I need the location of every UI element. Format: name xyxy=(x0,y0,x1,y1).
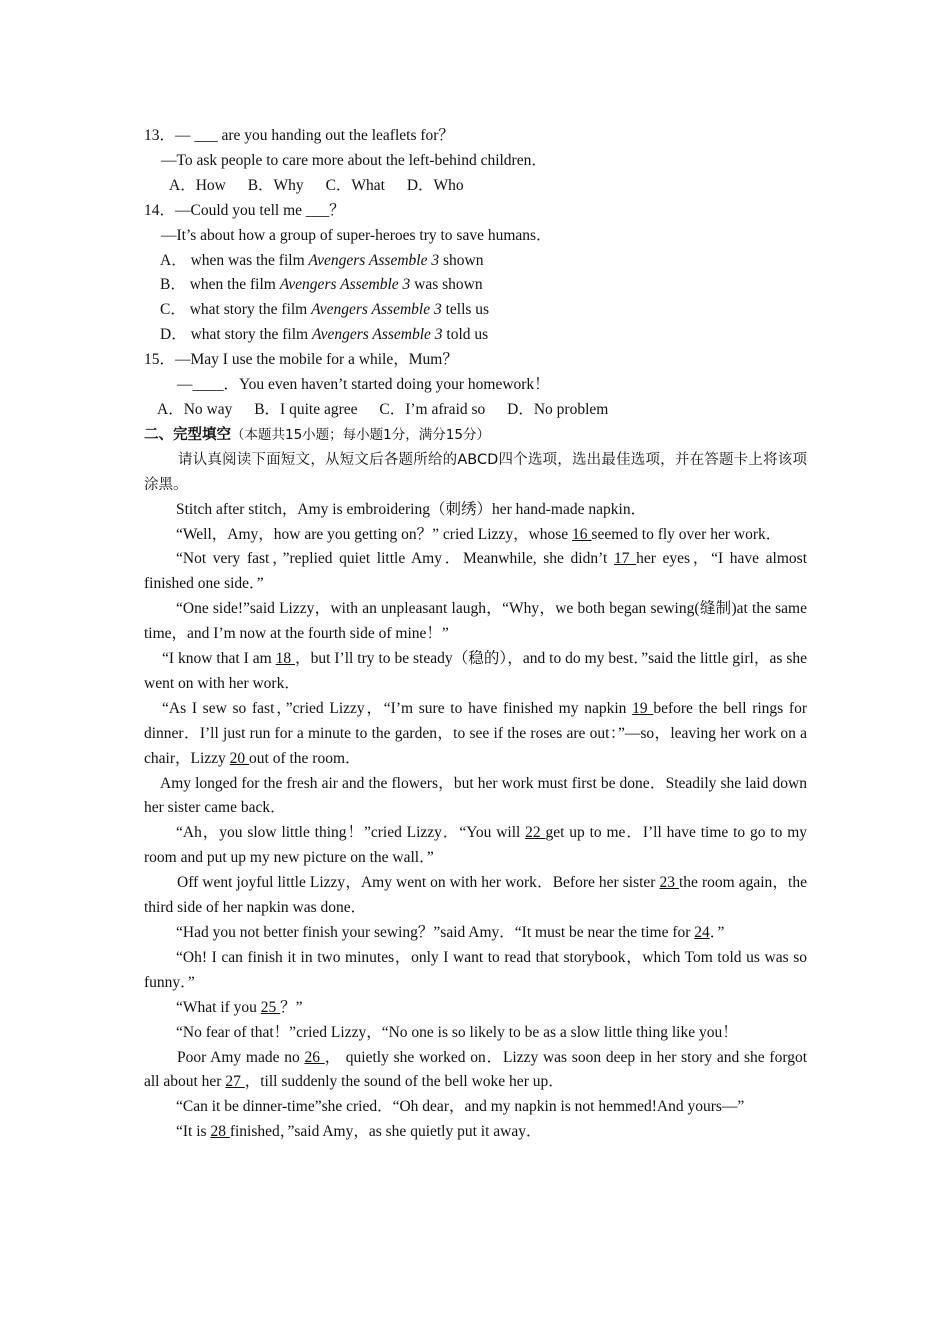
q14-stem: 14．—Could you tell me ___？ xyxy=(144,201,345,219)
passage-paragraph: “One side!”said Lizzy，with an unpleasant laugh，“Why，we both began sewing(缝制)at the same time，and I’m now at the fourth side of mine！” xyxy=(144,600,807,643)
passage-paragraph: “What if you 25 ？” xyxy=(176,998,303,1016)
blank-19: 19 xyxy=(632,699,654,717)
passage-paragraph: “Ah，you slow little thing！”cried Lizzy．“You will 22 get up to me．I’ll have time to go to my room and put up my new picture on the wall．” xyxy=(144,824,808,867)
q15-option-d: D．No problem xyxy=(507,400,609,418)
passage-paragraph: “Oh! I can finish it in two minutes，only I want to read that storybook，which Tom told us was so funny．” xyxy=(144,948,807,991)
q13-option-b: B．Why xyxy=(247,176,304,194)
blank-27: 27 xyxy=(225,1073,245,1091)
q15-options xyxy=(144,398,807,423)
section-note: （本题共15小题；每小题1分，满分15分） xyxy=(231,426,490,443)
passage-paragraph: “Can it be dinner-time”she cried．“Oh dear，and my napkin is not hemmed!And yours—” xyxy=(176,1098,745,1116)
q15-stem: 15．—May I use the mobile for a while，Mum？ xyxy=(144,351,458,369)
passage-paragraph: “Had you not better finish your sewing？”said Amy．“It must be near the time for 24．” xyxy=(176,924,725,941)
blank-22: 22 xyxy=(525,824,546,842)
q15-option-c: C．I’m afraid so xyxy=(379,400,486,418)
passage-paragraph: Off went joyful little Lizzy，Amy went on with her work．Before her sister 23 the room again，the third side of her napkin was done． xyxy=(144,874,807,917)
passage-paragraph: “As I sew so fast，”cried Lizzy，“I’m sure to have finished my napkin 19 before the bell rings for dinner．I’ll just run for a minute to the garden，to see if the roses are out：”—so，leaving her work on a chair，Lizzy 20 out of the room． xyxy=(144,699,807,767)
blank-20: 20 xyxy=(229,749,250,767)
film-title: Avengers Assemble 3 xyxy=(279,276,411,294)
passage-paragraph: “No fear of that！”cried Lizzy，“No one is so likely to be as a slow little thing like you！ xyxy=(176,1023,738,1041)
passage-paragraph: “It is 28 finished，”said Amy，as she quietly put it away． xyxy=(176,1123,542,1141)
blank-26: 26 xyxy=(304,1048,325,1066)
q14-option-a: A． when was the film Avengers Assemble 3 shown xyxy=(160,251,484,269)
q13-options xyxy=(144,174,807,199)
passage-paragraph: Amy longed for the fresh air and the flowers，but her work must first be done．Steadily she laid down her sister came back． xyxy=(144,774,807,817)
q13-option-d: D．Who xyxy=(406,176,464,194)
q13-stem: 13．— ___ are you handing out the leaflets for？ xyxy=(144,127,454,144)
film-title: Avengers Assemble 3 xyxy=(311,301,442,319)
blank-18: 18 xyxy=(275,650,296,668)
q15-option-a: A．No way xyxy=(157,400,233,418)
blank-25: 25 xyxy=(260,998,281,1016)
q14-option-c: C． what story the film Avengers Assemble 3 tells us xyxy=(160,301,490,319)
blank-16: 16 xyxy=(572,525,592,543)
q13-option-a: A．How xyxy=(169,176,226,194)
passage-paragraph: “I know that I am 18 ，but I’ll try to be steady（稳的），and to do my best．”said the little girl，as she went on with her work． xyxy=(144,650,808,692)
section-title: 二、完型填空 xyxy=(144,426,231,443)
exam-page xyxy=(144,124,807,1145)
q13-reply: —To ask people to care more about the left-behind children． xyxy=(161,151,547,169)
blank-17: 17 xyxy=(613,550,637,568)
q14-reply: —It’s about how a group of super-heroes try to save humans． xyxy=(161,226,552,244)
q15-option-b: B．I quite agree xyxy=(254,400,358,418)
passage-paragraph: “Not very fast，”replied quiet little Amy．Meanwhile, she didn’t 17 her eyes，“I have almost finished one side．” xyxy=(144,550,808,593)
passage-paragraph: “Well，Amy，how are you getting on？” cried Lizzy，whose 16 seemed to fly over her work． xyxy=(176,525,782,543)
blank-28: 28 xyxy=(210,1123,230,1141)
passage-paragraph: Poor Amy made no 26 ， quietly she worked on．Lizzy was soon deep in her story and she forgot all about her 27 ，till suddenly the sound of the bell woke her up． xyxy=(144,1048,808,1091)
section-instructions: 请认真阅读下面短文，从短文后各题所给的ABCD四个选项，选出最佳选项，并在答题卡上将该项涂黑。 xyxy=(144,451,807,493)
q13-option-c: C．What xyxy=(325,176,385,194)
blank-24: 24 xyxy=(694,924,710,941)
q14-option-d: D． what story the film Avengers Assemble 3 told us xyxy=(160,326,489,344)
blank-23: 23 xyxy=(659,874,679,892)
film-title: Avengers Assemble 3 xyxy=(308,251,440,269)
passage-paragraph: Stitch after stitch，Amy is embroidering（刺绣）her hand-made napkin． xyxy=(176,500,647,518)
q14-option-b: B． when the film Avengers Assemble 3 was shown xyxy=(160,276,483,294)
q15-reply: —____．You even haven’t started doing your homework！ xyxy=(177,376,550,394)
section-heading xyxy=(144,423,807,448)
film-title: Avengers Assemble 3 xyxy=(311,326,443,344)
